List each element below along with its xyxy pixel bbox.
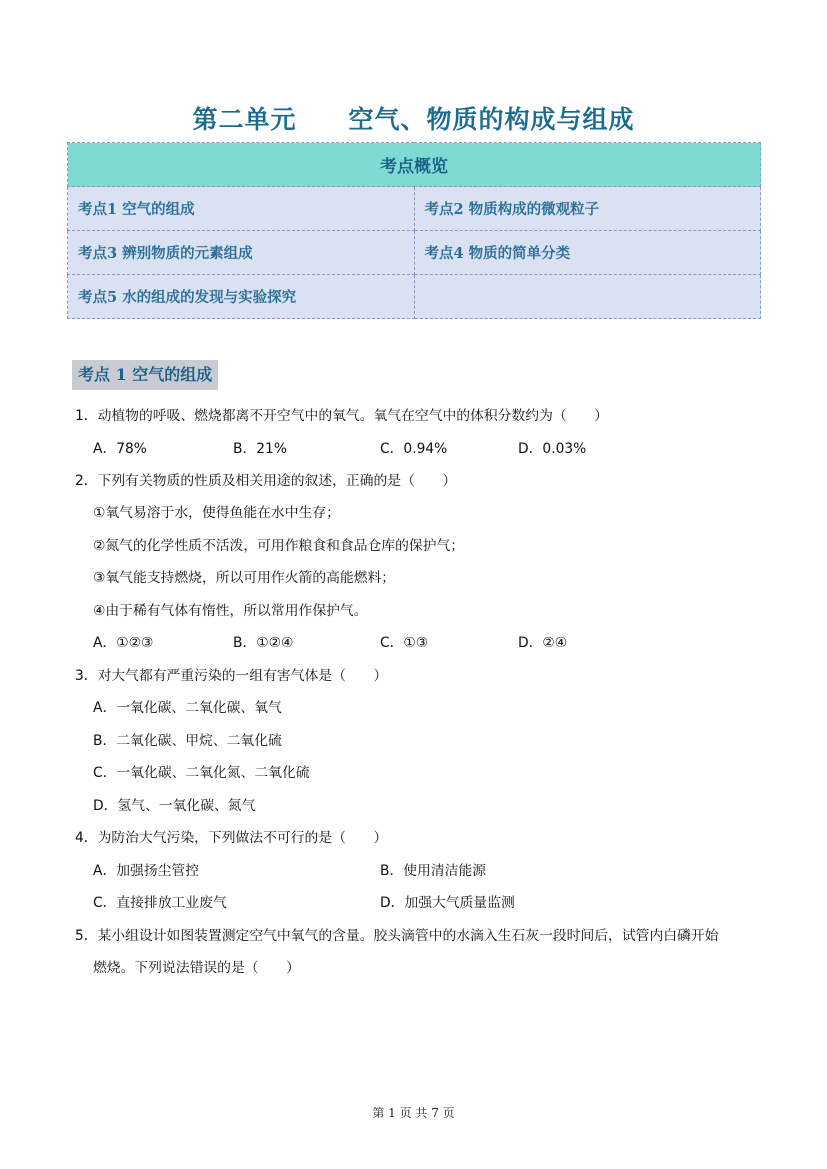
question-4-option-d: D．加强大气质量监测 bbox=[380, 895, 515, 911]
question-1-option-d: D．0.03% bbox=[518, 441, 587, 457]
overview-item: 考点2 物质构成的微观粒子 bbox=[414, 187, 761, 231]
question-2-option-c: C．①③ bbox=[380, 635, 429, 651]
page-footer: 第 1 页 共 7 页 bbox=[372, 1106, 455, 1120]
question-5-stem-continued: 燃烧。下列说法错误的是（ ） bbox=[93, 960, 300, 976]
question-2-statement-3: ③氧气能支持燃烧，所以可用作火箭的高能燃料； bbox=[93, 570, 396, 586]
question-3-option-b: B．二氧化碳、甲烷、二氧化硫 bbox=[93, 733, 282, 749]
overview-item: 考点4 物质的简单分类 bbox=[414, 231, 761, 275]
overview-table bbox=[67, 142, 761, 319]
question-2-option-a: A．①②③ bbox=[93, 635, 154, 651]
question-5-stem: 5．某小组设计如图装置测定空气中氧气的含量。胶头滴管中的水滴入生石灰一段时间后，试管内白磷开始 bbox=[75, 928, 719, 944]
question-2-option-b: B．①②④ bbox=[233, 635, 294, 651]
page-title: 第二单元 空气、物质的构成与组成 bbox=[192, 105, 635, 134]
question-1-option-b: B．21% bbox=[233, 441, 287, 457]
question-2-stem: 2．下列有关物质的性质及相关用途的叙述，正确的是（ ） bbox=[75, 473, 457, 489]
question-3-option-a: A．一氧化碳、二氧化碳、氧气 bbox=[93, 700, 282, 716]
question-4-option-b: B．使用清洁能源 bbox=[380, 863, 487, 879]
question-3-option-d: D．氢气、一氧化碳、氮气 bbox=[93, 798, 256, 814]
question-1-option-c: C．0.94% bbox=[380, 441, 448, 457]
question-4-option-a: A．加强扬尘管控 bbox=[93, 863, 200, 879]
question-2-statement-2: ②氮气的化学性质不活泼，可用作粮食和食品仓库的保护气； bbox=[93, 538, 465, 554]
question-1-stem: 1．动植物的呼吸、燃烧都离不开空气中的氧气。氧气在空气中的体积分数约为（ ） bbox=[75, 408, 609, 424]
question-3-stem: 3．对大气都有严重污染的一组有害气体是（ ） bbox=[75, 668, 388, 684]
question-2-statement-1: ①氧气易溶于水，使得鱼能在水中生存； bbox=[93, 505, 340, 521]
question-3-option-c: C．一氧化碳、二氧化氮、二氧化硫 bbox=[93, 765, 310, 781]
overview-item: 考点1 空气的组成 bbox=[68, 187, 415, 231]
overview-empty-cell bbox=[414, 275, 761, 319]
question-4-option-c: C．直接排放工业废气 bbox=[93, 895, 227, 911]
overview-item: 考点3 辨别物质的元素组成 bbox=[68, 231, 415, 275]
question-2-option-d: D．②④ bbox=[518, 635, 568, 651]
overview-item: 考点5 水的组成的发现与实验探究 bbox=[68, 275, 415, 319]
overview-header: 考点概览 bbox=[68, 143, 761, 187]
section-heading: 考点 1 空气的组成 bbox=[72, 360, 218, 390]
question-1-option-a: A．78% bbox=[93, 441, 147, 457]
question-4-stem: 4．为防治大气污染，下列做法不可行的是（ ） bbox=[75, 830, 388, 846]
question-2-statement-4: ④由于稀有气体有惰性，所以常用作保护气。 bbox=[93, 603, 368, 619]
